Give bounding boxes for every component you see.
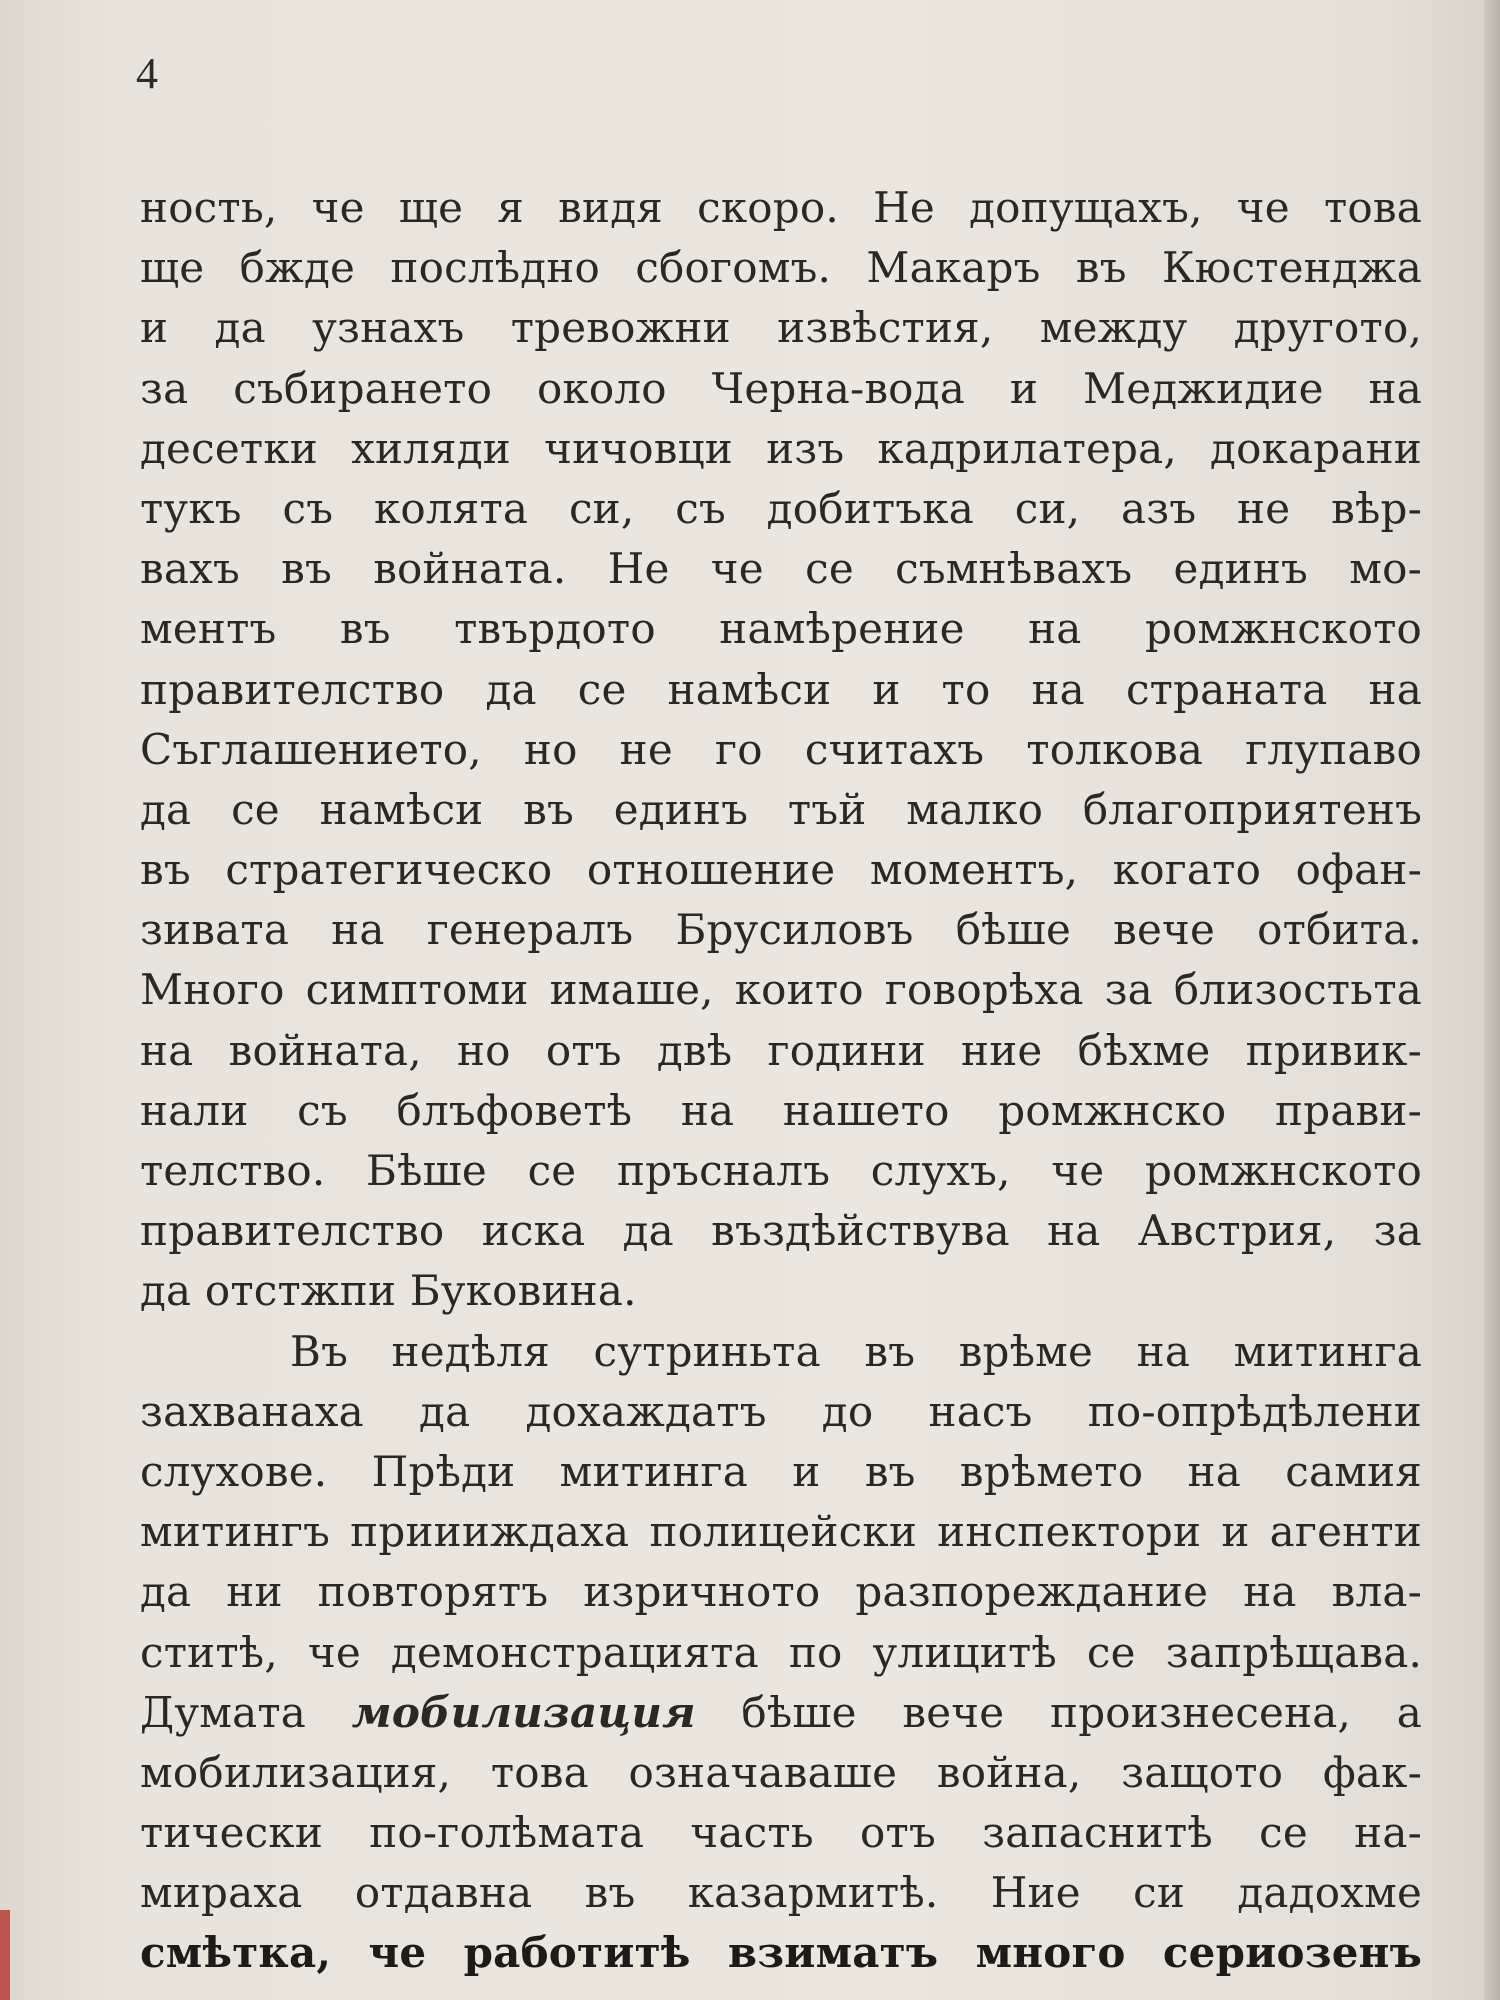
text-line: десетки хиляди чичовци изъ кадрилатера, докарани [140, 423, 1422, 473]
text-line: въ стратегическо отношение моментъ, когато офан- [140, 845, 1422, 895]
text-line-with-emphasis [140, 1683, 1422, 1743]
text-line: нали съ блъфоветѣ на нашето ромжнско прави- [140, 1085, 1422, 1135]
emphasized-word: мобилизация [351, 1687, 696, 1737]
body-text [140, 178, 1422, 1984]
text-line: слухове. Прѣди митинга и въ врѣмето на самия [140, 1446, 1422, 1496]
cover-edge-mark [0, 1910, 10, 2000]
text-line: митингъ приииждаха полицейски инспектори и агенти [140, 1507, 1422, 1557]
text-line: и да узнахъ тревожни извѣстия, между другото, [140, 303, 1422, 353]
text-line: зивата на генералъ Брусиловъ бѣше вече отбита. [140, 905, 1422, 955]
text-line: да се намѣси въ единъ тъй малко благоприятенъ [140, 784, 1422, 834]
text-line: смѣтка, че работитѣ взиматъ много сериозенъ [140, 1928, 1422, 1978]
text-line: за събирането около Черна-вода и Меджидие на [140, 363, 1422, 413]
text-line: ще бжде послѣдно сбогомъ. Макаръ въ Кюстенджа [140, 243, 1422, 293]
page-edge [1484, 0, 1500, 2000]
text-line: мираха отдавна въ казармитѣ. Ние си дадохме [140, 1868, 1422, 1918]
text-line: ститѣ, че демонстрацията по улицитѣ се запрѣщава. [140, 1627, 1422, 1677]
text-line: правителство иска да въздѣйствува на Австрия, за [140, 1206, 1422, 1256]
page-number: 4 [136, 49, 158, 98]
text-segment: бѣше вече произнесена, а [695, 1687, 1422, 1737]
text-line: да отстжпи Буковина. [140, 1266, 637, 1316]
text-line: мобилизация, това означаваше война, защото фак- [140, 1747, 1422, 1797]
text-line: Съглашението, но не го считахъ толкова глупаво [140, 724, 1422, 774]
text-line: Много симптоми имаше, които говорѣха за близостьта [140, 965, 1422, 1015]
paragraph-start-line: Въ недѣля сутриньта въ врѣме на митинга [290, 1326, 1422, 1376]
text-line: тукъ съ колята си, съ добитъка си, азъ не вѣр- [140, 483, 1422, 533]
text-line: вахъ въ войната. Не че се съмнѣвахъ единъ мо- [140, 544, 1422, 594]
text-line: да ни повторятъ изричното разпореждание на вла- [140, 1567, 1422, 1617]
text-line: правителство да се намѣси и то на страната на [140, 664, 1422, 714]
text-line: ность, че ще я видя скоро. Не допущахъ, че това [140, 183, 1422, 232]
text-line: телство. Бѣше се пръсналъ слухъ, че ромжнското [140, 1146, 1422, 1195]
text-line: тически по-голѣмата часть отъ запаснитѣ се на- [140, 1808, 1422, 1858]
text-line: захванаха да дохаждатъ до насъ по-опрѣдѣлени [140, 1386, 1422, 1436]
text-line: ментъ въ твърдото намѣрение на ромжнското [140, 604, 1422, 654]
text-segment: Думата [140, 1687, 352, 1737]
text-line: на войната, но отъ двѣ години ние бѣхме привик- [140, 1025, 1422, 1075]
